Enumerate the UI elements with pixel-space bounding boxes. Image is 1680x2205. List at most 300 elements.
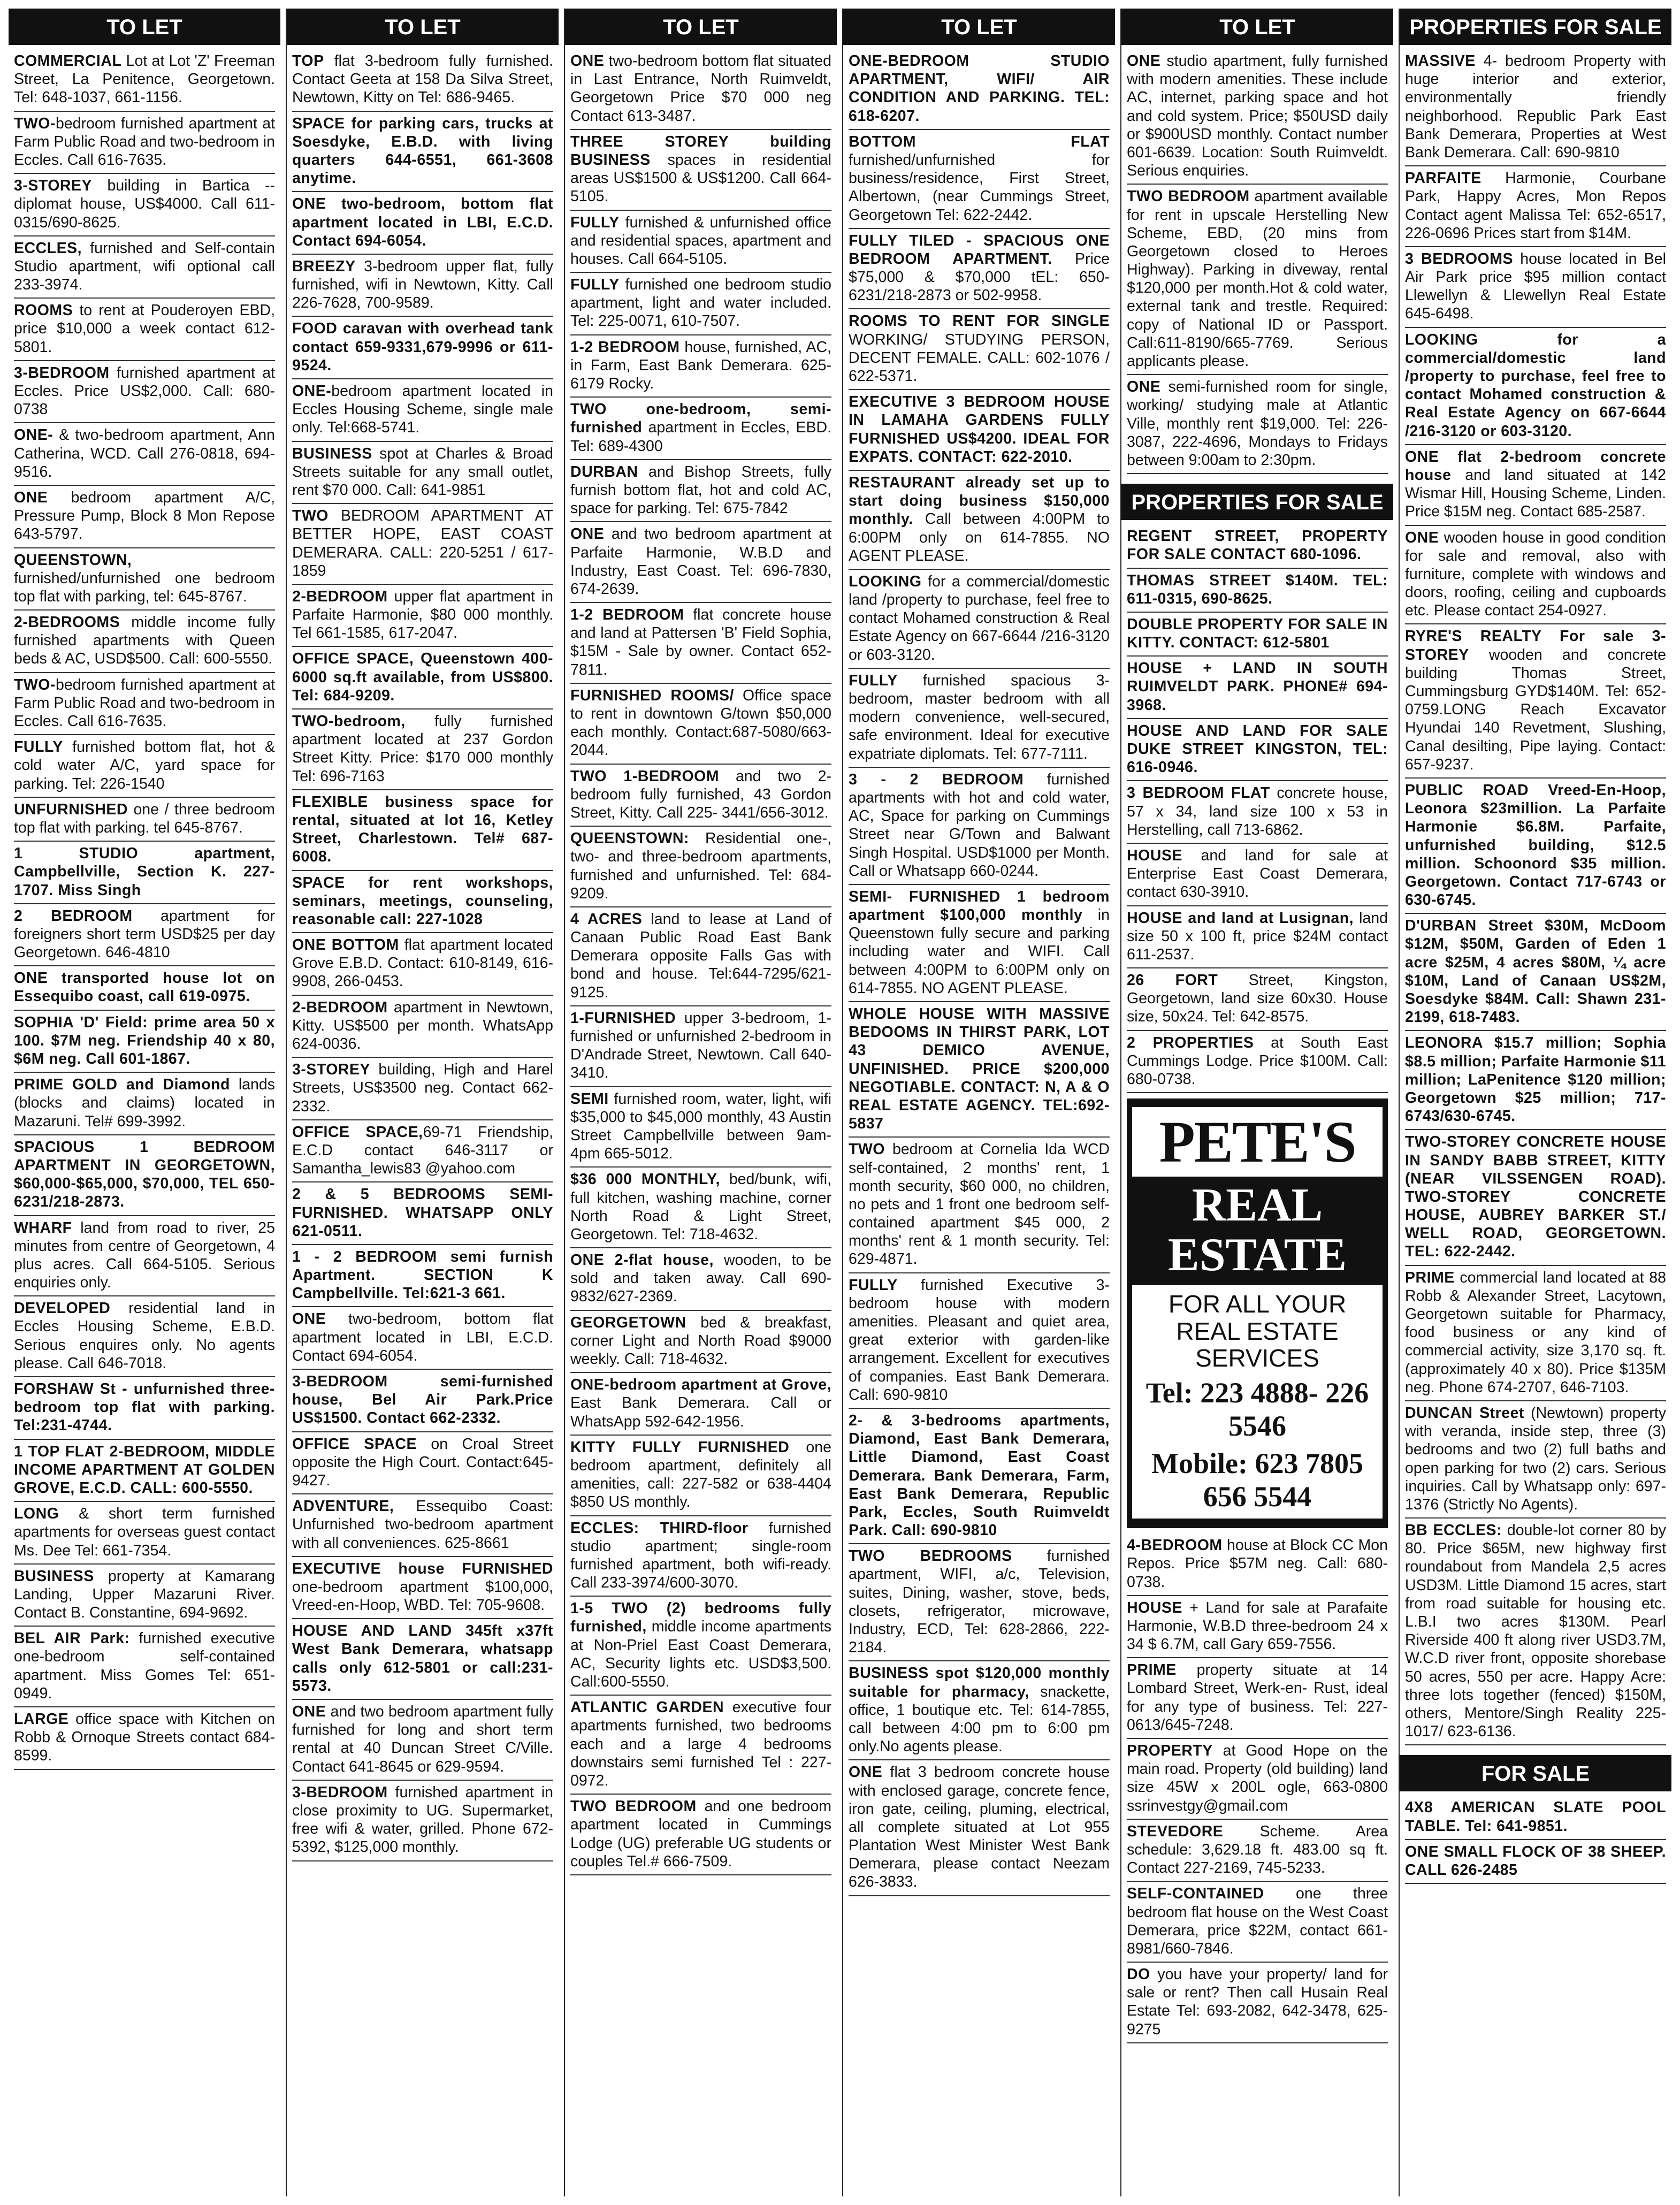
classified-ad (570, 827, 831, 907)
ad-lead: DUNCAN Street (1405, 1404, 1524, 1422)
ad-lead: TOP (292, 52, 324, 70)
ad-lead: 3 BEDROOM FLAT (1127, 784, 1270, 802)
ad-lead: TWO-bedroom, (292, 713, 406, 730)
classified-ad (570, 1795, 831, 1875)
ad-lead: 1 - 2 BEDROOM semi furnish Apartment. SECTION K Campbellville. Tel:621-3 661. (292, 1248, 553, 1302)
classified-ad (849, 390, 1110, 471)
ad-text: fully furnished apartment located at 237 Gordon Street Kitty. Price: $170 000 monthly Tel: 696-7163 (292, 713, 553, 785)
classified-ad (14, 486, 275, 548)
column-2 (286, 9, 559, 2196)
ad-text: flat 3 bedroom concrete house with enclosed garage, concrete fence, iron gate, ceiling, pluming, electrical, all complete situated at Lot 955 Plantation West Minister West Bank Demerara, please contact Neezam 626-3833. (849, 1764, 1110, 1891)
ad-text: Scheme. Area schedule: 3,629.18 ft. 483.00 sq ft. Contact 227-2169, 745-5233. (1127, 1822, 1388, 1877)
column-4 (842, 9, 1115, 2196)
ad-lead: 1-FURNISHED (570, 1009, 676, 1027)
ad-text: you have your property/ land for sale or rent? Then call Husain Real Estate Tel: 693-2082, 642-3478, 625-9275 (1127, 1966, 1388, 2038)
ad-lead: 1-2 BEDROOM (570, 606, 684, 624)
classified-ad (292, 585, 553, 647)
ad-text: furnished and Self-contain Studio apartment, wifi optional call 233-3974. (14, 239, 275, 294)
ad-lead: KITTY FULLY FURNISHED (570, 1438, 790, 1456)
ad-lead: TWO (292, 507, 329, 525)
classified-ad (14, 798, 275, 842)
classified-ad (570, 211, 831, 273)
ad-text: furnished Executive 3- bedroom house with modern amenities. Pleasant and quiet area, great exterior with garden-like arrangement. Excellent for executives of companies. East Bank Demerara. Call: 690-9810 (849, 1276, 1110, 1403)
ad-lead: ECCLES, (14, 239, 82, 257)
ad-lead: LONG (14, 1505, 59, 1523)
ad-text: and land for sale at Enterprise East Coast Demerara, contact 630-3910. (1127, 846, 1388, 901)
ad-lead: ONE (14, 489, 48, 506)
section-header: TO LET (1121, 9, 1393, 45)
ad-lead: $36 000 MONTHLY, (570, 1171, 720, 1188)
ad-lead: EXECUTIVE 3 BEDROOM HOUSE IN LAMAHA GARDENS FULLY FURNISHED US$4200. IDEAL FOR EXPATS. CONTACT: 622-2010. (849, 393, 1110, 466)
ad-text: building, High and Harel Streets, US$3500 neg. Contact 662-2332. (292, 1061, 553, 1115)
classified-ad (570, 130, 831, 211)
ad-text: furnished one bedroom studio apartment, light and water included. Tel: 225-0071, 610-7507. (570, 276, 831, 330)
column-5 (1120, 9, 1393, 2196)
ad-text: (Newtown) property with veranda, inside step, three (3) bedrooms and two (2) full baths and open parking for two (2) cars. Serious inquiries. Call by Whatsapp only: 697-1376 (Strictly No Agents). (1405, 1404, 1666, 1513)
ad-text: wooden, to be sold and taken away. Call 690-9832/627-2369. (570, 1252, 831, 1306)
classified-ad (1127, 1533, 1388, 1596)
ad-text: bed & breakfast, corner Light and North Road $9000 weekly. Call: 718-4632. (570, 1314, 831, 1368)
section-header: PROPERTIES FOR SALE (1121, 484, 1393, 520)
classified-ad (14, 735, 275, 798)
ad-lead: TWO BEDROOM (1127, 188, 1250, 205)
ad-lead: 2-BEDROOM (292, 998, 388, 1016)
ad-lead: TWO- (14, 676, 56, 693)
classified-ad (292, 1432, 553, 1495)
classified-ad (849, 885, 1110, 1002)
section-header: TO LET (565, 9, 837, 45)
classified-ad (1405, 1796, 1666, 1840)
ad-text: apartment for foreigners short term USD$25 per day Georgetown. 646-4810 (14, 907, 275, 962)
ad-lead: THOMAS STREET $140M. TEL: 611-0315, 690-8625. (1127, 571, 1388, 607)
classified-ad (1405, 914, 1666, 1031)
ad-lead: FORSHAW St - unfurnished three-bedroom top flat with parking. Tel:231-4744. (14, 1380, 275, 1435)
ad-text: 69-71 Friendship, E.C.D contact 646-3117 or Samantha_lewis83 @yahoo.com (292, 1123, 553, 1178)
ad-lead: HOUSE (1127, 1599, 1182, 1616)
classified-ad (1127, 719, 1388, 782)
classified-ad (14, 299, 275, 361)
classified-ad (14, 1502, 275, 1565)
classified-ad (1127, 524, 1388, 568)
ad-lead: FULLY (570, 276, 620, 294)
classified-ad (1405, 1519, 1666, 1745)
ad-text: apartment available for rent in upscale Herstelling New Scheme, EBD, (20 mins from Georgetown closed to Heroes Highway). Parking in diveway, rental $120,000 per month.Hot & cold water, external tank and trestle. Required: copy of National ID or Passport. Call:611-8190/665-7769. Serious applicants please. (1127, 188, 1388, 370)
ad-lead: 2-BEDROOM (292, 588, 388, 605)
ad-lead: WHARF (14, 1219, 72, 1237)
classified-ad (14, 1073, 275, 1135)
ad-text: apartment in Newtown, Kitty. US$500 per month. WhatsApp 624-0036. (292, 998, 553, 1052)
ad-lead: WHOLE HOUSE WITH MASSIVE BEDOOMS IN THIRST PARK, LOT 43 DEMICO AVENUE, UNFINISHED. PRICE $200,000 NEGOTIABLE. CONTACT: N, A & O REAL ESTATE AGENCY. TEL:692-5837 (849, 1005, 1110, 1133)
ad-lead: FULLY (849, 1276, 898, 1294)
ad-lead: HOUSE AND LAND 345ft x37ft West Bank Demerara, whatsapp calls only 612-5801 or call:231-5573. (292, 1622, 553, 1695)
classified-ad (292, 790, 553, 871)
classified-ad (292, 1557, 553, 1620)
classified-ad (1405, 247, 1666, 328)
ad-text: wooden and concrete building Thomas Street, Cummingsburg GYD$140M. Tel: 652-0759.LONG Reach Excavator Hyundai 140 Revetment, Slushing, Canal desilting, Pipe laying. Contact: 657-9237. (1405, 646, 1666, 773)
ad-text: land to lease at Land of Canaan Public Road East Bank Demerara opposite Falls Gas with bond and house. Tel:644-7295/621-9125. (570, 910, 831, 1001)
ad-text: bedroom furnished apartment at Farm Public Road and two-bedroom in Eccles. Call 616-7635. (14, 676, 275, 730)
ad-text: double-lot corner 80 by 80. Price $65M, new highway first roundabout from Mandela 2,5 acres USD3M. Little Diamond 15 acres, start from road suitable for housing etc. L.B.I two acres $130M. Pearl Riverside 400 ft along river USD3.7M, W.C.D river front, opposite shorebase 50 acres, 550 per acre. Happy Acre: three lots together (fenced) $150M, others, Mentore/Singh Reality 225-1017/ 623-6136. (1405, 1522, 1666, 1741)
ad-lead: 3-BEDROOM (292, 1783, 388, 1801)
classified-ad (14, 236, 275, 299)
classified-ad (1405, 328, 1666, 445)
ad-text: 4- bedroom Property with huge interior and exterior, environmentally friendly neighborhood. Republic Park East Bank Demerara, Properties at West Bank Demerara. Call: 690-9810 (1405, 52, 1666, 161)
ad-text: furnished & unfurnished office and residential spaces, apartment and houses. Call 664-5105. (570, 213, 831, 268)
ad-text: furnished apartment at Eccles. Price US$2,000. Call: 680-0738 (14, 364, 275, 418)
ad-lead: SPACIOUS 1 BEDROOM APARTMENT IN GEORGETOWN, $60,000-$65,000, $70,000, TEL 650-6231/218-2873. (14, 1138, 275, 1211)
classified-ad (14, 49, 275, 112)
classified-ad (570, 273, 831, 335)
classified-ad (570, 907, 831, 1006)
ad-lead: ONE (1127, 378, 1161, 396)
ad-text: wooden house in good condition for sale and removal, also with furniture, complete with windows and doors, roofing, ceiling and cupboards etc. Please contact 254-0927. (1405, 529, 1666, 620)
ad-lead: STEVEDORE (1127, 1822, 1224, 1840)
ad-lead: 1-2 BEDROOM (570, 338, 680, 356)
logo-name: PETE'S (1132, 1107, 1383, 1177)
ad-text: two-bedroom, bottom flat apartment located in LBI, E.C.D. Contact 694-6054. (292, 1310, 553, 1364)
section-header: TO LET (9, 9, 280, 45)
ad-lead: GEORGETOWN (570, 1314, 686, 1331)
classified-ad (292, 933, 553, 996)
ad-lead: COMMERCIAL (14, 52, 122, 70)
ad-text: furnished/unfurnished for business/residence, First Street, Albertown, (near Cummings Street, Georgetown Tel: 622-2442. (849, 151, 1110, 224)
ad-text: to rent at Pouderoyen EBD, price $10,000 a week contact 612-5801. (14, 302, 275, 356)
ad-lead: HOUSE + LAND IN SOUTH RUIMVELDT PARK. PHONE# 694-3968. (1127, 660, 1388, 714)
classified-ad (570, 1436, 831, 1516)
ad-text: furnished bottom flat, hot & cold water A/C, yard space for parking. Tel: 226-1540 (14, 738, 275, 792)
ad-text: flat concrete house and land at Pattersen 'B' Field Sophia, $15M - Sale by owner. Contact 652-7811. (570, 606, 831, 678)
ad-lead: DEVELOPED (14, 1300, 111, 1317)
classified-ad (292, 192, 553, 255)
ad-text: at Good Hope on the main road. Property (old building) land size 45W x 200L ogle, 663-0800 ssrinvestgy@gmail.com (1127, 1742, 1388, 1814)
classified-ad (570, 1248, 831, 1311)
classified-ad (849, 1002, 1110, 1138)
classified-ad (570, 1087, 831, 1168)
ad-lead: TWO (849, 1141, 885, 1158)
ad-lead: DURBAN (570, 463, 638, 480)
classified-ad (1127, 375, 1388, 474)
ad-lead: 4X8 AMERICAN SLATE POOL TABLE. Tel: 641-9851. (1405, 1799, 1666, 1835)
classified-ad (292, 255, 553, 317)
ad-text: & short term furnished apartments for overseas guest contact Ms. Dee Tel: 661-7354. (14, 1505, 275, 1559)
ad-text: lands (blocks and claims) located in Mazaruni. Tel# 699-3992. (14, 1076, 275, 1130)
ad-lead: 2 PROPERTIES (1127, 1034, 1254, 1051)
ad-lead: TWO BEDROOMS (849, 1547, 1012, 1565)
classified-ad (1405, 1266, 1666, 1401)
ad-lead: HOUSE and land at Lusignan, (1127, 909, 1354, 927)
ad-text: and Bishop Streets, fully furnish bottom flat, hot and cold AC, space for parking. Tel: 675-7842 (570, 463, 831, 517)
ad-lead: ONE-BEDROOM STUDIO APARTMENT, WIFI/ AIR CONDITION AND PARKING. TEL: 618-6207. (849, 52, 1110, 125)
ad-lead: 1-5 TWO (2) bedrooms fully furnished, (570, 1600, 831, 1636)
ad-lead: 3 - 2 BEDROOM (849, 770, 1024, 788)
ad-lead: ONE BOTTOM (292, 936, 399, 954)
ad-lead: FULLY TILED - SPACIOUS ONE BEDROOM APARTMENT. (849, 232, 1110, 268)
ad-lead: OFFICE SPACE, (292, 1123, 423, 1141)
classified-ad (1127, 781, 1388, 844)
classified-ad (570, 765, 831, 827)
ad-lead: SOPHIA 'D' Field: prime area 50 x 100. $7M neg. Friendship 40 x 80, $6M neg. Call 601-1867. (14, 1013, 275, 1067)
ad-lead: 1 TOP FLAT 2-BEDROOM, MIDDLE INCOME APARTMENT AT GOLDEN GROVE, E.C.D. CALL: 600-5550. (14, 1443, 275, 1497)
section-header: FOR SALE (1400, 1755, 1671, 1791)
ad-lead: 4-BEDROOM (1127, 1537, 1223, 1554)
ad-lead: 26 FORT (1127, 972, 1218, 989)
ad-lead: FULLY (14, 738, 63, 756)
ad-text: 3-bedroom upper flat, fully furnished, wifi in Newtown, Kitty. Call 226-7628, 700-9589. (292, 257, 553, 312)
ad-lead: ONE (292, 1703, 326, 1720)
ad-text: and one bedroom apartment located in Cummings Lodge (UG) preferable UG students or couples Tel.# 666-7509. (570, 1798, 831, 1870)
ad-text: furnished studio apartment; single-room furnished apartment, both wifi-ready. Call 233-3974/600-3070. (570, 1519, 831, 1592)
ad-text: property situate at 14 Lombard Street, Werk-en- Rust, ideal for any type of business. Tel: 227-0613/645-7248. (1127, 1661, 1388, 1734)
classified-ad (14, 1216, 275, 1297)
ad-lead: 4 ACRES (570, 910, 643, 928)
classified-ad (1405, 1130, 1666, 1265)
ad-lead: QUEENSTOWN, (14, 551, 132, 569)
classified-ad (570, 1373, 831, 1436)
ad-lead: 2 & 5 BEDROOMS SEMI-FURNISHED. WHATSAPP ONLY 621-0511. (292, 1186, 553, 1240)
ad-lead: FOOD caravan with overhead tank contact 659-9331,679-9996 or 611-9524. (292, 320, 553, 374)
ad-lead: SEMI (570, 1090, 609, 1108)
ad-text: BEDROOM APARTMENT AT BETTER HOPE, EAST COAST DEMERARA. CALL: 220-5251 / 617-1859 (292, 507, 553, 579)
ad-lead: BEL AIR Park: (14, 1630, 130, 1647)
ad-text: Call between 4:00PM to 6:00PM only on 614-7855. NO AGENT PLEASE. (849, 510, 1110, 564)
ad-lead: TWO one-bedroom, semi-furnished (570, 401, 831, 437)
section-header: TO LET (287, 9, 559, 45)
classified-ad (1405, 49, 1666, 166)
ad-text: bedroom furnished apartment at Farm Public Road and two-bedroom in Eccles. Call 616-7635. (14, 115, 275, 169)
classified-ad (292, 1700, 553, 1781)
ad-text: and two bedroom apartment fully furnished for long and short term rental at 40 Duncan Street C/Ville. Contact 641-8645 or 629-9594. (292, 1703, 553, 1775)
classified-ad (292, 1781, 553, 1861)
ad-lead: ONE two-bedroom, bottom flat apartment located in LBI, E.C.D. Contact 694-6054. (292, 195, 553, 249)
classified-ad (292, 1619, 553, 1700)
ad-text: one bedroom apartment, definitely all amenities, call: 227-582 or 638-4404 $850 US monthly. (570, 1438, 831, 1511)
ad-lead: ECCLES: THIRD-floor (570, 1519, 749, 1537)
classified-ad (849, 471, 1110, 570)
classified-ad (14, 1440, 275, 1502)
ad-text: house located in Bel Air Park price $95 million contact Llewellyn & Llewellyn Real Estate 645-6498. (1405, 250, 1666, 323)
logo-tagline: FOR ALL YOUR REAL ESTATE SERVICES (1168, 1290, 1347, 1372)
ad-lead: ONE- (292, 383, 332, 400)
ad-text: property at Kamarang Landing, Upper Mazaruni River. Contact B. Constantine, 694-9692. (14, 1567, 275, 1622)
classified-ad (292, 1245, 553, 1308)
classified-ad (14, 1627, 275, 1707)
ad-text: East Bank Demerara. Call or WhatsApp 592-642-1956. (570, 1394, 831, 1430)
ad-lead: MASSIVE (1405, 52, 1476, 70)
ad-lead: BUSINESS spot $120,000 monthly suitable for pharmacy, (849, 1665, 1110, 1700)
ad-lead: PUBLIC ROAD Vreed-En-Hoop, Leonora $23million. La Parfaite Harmonie $6.8M. Parfaite, unfurnished building, $12.5 million. Schoonord $35 million. Georgetown. Contact 717-6743 or 630-6745. (1405, 781, 1666, 909)
classified-ad (570, 1168, 831, 1248)
ad-lead: OFFICE SPACE, Queenstown 400-6000 sq.ft available, from US$800. Tel: 684-9209. (292, 650, 553, 704)
classified-ad (849, 49, 1110, 130)
classified-ad (14, 174, 275, 236)
classified-ad (570, 49, 831, 130)
classified-ad (292, 709, 553, 790)
classified-ad (849, 768, 1110, 885)
classified-ad (14, 1296, 275, 1377)
ad-text: residential land in Eccles Housing Scheme, E.B.D. Serious enquires only. No agents please. Call 646-7018. (14, 1300, 275, 1372)
ad-text: bedroom apartment located in Eccles Housing Scheme, single male only. Tel:668-5741. (292, 383, 553, 437)
ad-text: studio apartment, fully furnished with modern amenities. These include AC, internet, parking space and hot and cold system. Price; $50USD daily or $900USD monthly. Contact number 601-6639. Location: South Ruimveldt. Serious enquiries. (1127, 52, 1388, 180)
classified-ad (570, 1516, 831, 1597)
ad-lead: LARGE (14, 1711, 69, 1728)
ad-text: furnished apartments with hot and cold water, AC, Space for parking on Cummings Street near G/Town and Balwant Singh Hospital. USD$1000 per Month. Call or Whatsapp 660-0244. (849, 770, 1110, 880)
ad-lead: REGENT STREET, PROPERTY FOR SALE CONTACT 680-1096. (1127, 528, 1388, 563)
classified-ad (292, 112, 553, 193)
classified-ad (14, 1707, 275, 1770)
ad-lead: FULLY (570, 213, 620, 231)
ad-lead: ONE (570, 525, 605, 543)
ad-text: Price $75,000 & $70,000 tEL: 650-6231/218-2873 or 502-9958. (849, 250, 1110, 304)
ad-lead: ATLANTIC GARDEN (570, 1699, 724, 1716)
ad-lead: HOUSE (1127, 846, 1182, 864)
ad-text: Office space to rent in downtown G/town $50,000 each monthly. Contact:687-5080/663-2044. (570, 686, 831, 759)
classified-ad (570, 1696, 831, 1795)
classified-ad (1127, 1739, 1388, 1820)
ad-lead: 1 STUDIO apartment, Campbellville, Section K. 227-1707. Miss Singh (14, 845, 275, 899)
classified-ad (14, 1565, 275, 1627)
classified-ad (14, 548, 275, 611)
column-1 (9, 9, 280, 2196)
ad-text: middle income fully furnished apartments with Queen beds & AC, USD$500. Call: 600-5550. (14, 614, 275, 668)
ad-text: on Croal Street opposite the High Court. Contact:645-9427. (292, 1435, 553, 1489)
ad-text: Essequibo Coast: Unfurnished two-bedroom apartment with all conveniences. 625-8661 (292, 1498, 553, 1552)
ad-lead: BREEZY (292, 257, 356, 275)
classified-ad (1405, 1031, 1666, 1130)
section-header: PROPERTIES FOR SALE (1400, 9, 1671, 45)
classified-ad (14, 112, 275, 174)
classified-ad (849, 1138, 1110, 1273)
classified-ad (1127, 1658, 1388, 1739)
ad-lead: HOUSE AND LAND FOR SALE DUKE STREET KINGSTON, TEL: 616-0946. (1127, 722, 1388, 776)
classified-ad (292, 317, 553, 379)
ad-text: one three bedroom flat house on the West Coast Demerara, price $22M, contact 661-8981/660-7846. (1127, 1885, 1388, 1957)
classified-ad (1405, 624, 1666, 779)
ad-text: upper flat apartment in Parfaite Harmonie, $80 000 monthly. Tel 661-1585, 617-2047. (292, 588, 553, 642)
classified-ad (1127, 49, 1388, 185)
ad-lead: ONE- (14, 426, 54, 444)
classified-ad (1405, 779, 1666, 914)
ad-lead: 3-BEDROOM (14, 364, 110, 382)
classified-ad (14, 611, 275, 673)
ad-text: commercial land located at 88 Robb & Alexander Street, Lacytown, Georgetown suitable for Pharmacy, food business or any kind of commercial activity, size 3,170 sq. ft. (approximately 40 x 80). Price $135M neg. Phone 674-2707, 646-7103. (1405, 1269, 1666, 1396)
classified-ad (1405, 1840, 1666, 1884)
ad-lead: SEMI- FURNISHED 1 bedroom apartment $100,000 monthly (849, 888, 1110, 924)
ad-text: and two 2-bedroom fully furnished, 43 Gordon Street, Kitty. Call 225- 3441/656-3012. (570, 767, 832, 821)
classified-ad (292, 871, 553, 934)
classified-ad (292, 1058, 553, 1120)
classified-ad (14, 1011, 275, 1073)
logo-contact-box (1132, 1285, 1383, 1519)
classified-ad (849, 229, 1110, 310)
ad-text: one / three bedroom top flat with parking. tel 645-8767. (14, 800, 275, 836)
classified-ad (14, 966, 275, 1010)
ad-text: executive four apartments furnished, two bedrooms each and a large 4 bedrooms downstairs semi furnished Tel : 227-0972. (570, 1699, 831, 1789)
classified-ad (14, 1135, 275, 1216)
classified-ad (849, 130, 1110, 229)
classified-ad (849, 1273, 1110, 1409)
ad-text: furnished apartment, WIFI, a/c, Television, suites, Dining, washer, stove, beds, closets, refrigerator, microwave, Industry, ECD, Tel: 628-2866, 222-2184. (849, 1547, 1110, 1657)
ad-lead: SPACE for parking cars, trucks at Soesdyke, E.B.D. with living quarters 644-6551, 661-3608 anytime. (292, 115, 553, 187)
ad-lead: BOTTOM FLAT (849, 133, 1110, 150)
classified-ad (1127, 968, 1388, 1031)
column-3 (564, 9, 837, 2196)
logo-tel: Tel: 223 4888- 226 5546 (1146, 1376, 1369, 1442)
classified-ad (849, 570, 1110, 669)
classified-ad (1405, 1401, 1666, 1519)
ad-lead: UNFURNISHED (14, 800, 128, 818)
classified-ad (1127, 1031, 1388, 1094)
ad-lead: PARFAITE (1405, 170, 1482, 187)
ad-text: for a commercial/domestic land /property to purchase, feel free to contact Mohamed construction & Real Estate Agency on 667-6644 /216-3120 or 603-3120. (849, 573, 1110, 663)
ad-lead: ONE (570, 52, 605, 70)
ad-text: + Land for sale at Parafaite Harmonie, W.B.D three-bedroom 24 x 34 $ 6.7M, call Gary 659-7556. (1127, 1599, 1388, 1653)
ad-lead: OFFICE SPACE (292, 1435, 417, 1453)
classified-ad (570, 398, 831, 460)
ad-lead: 2-BEDROOMS (14, 614, 120, 631)
ad-lead: PRIME (1405, 1269, 1455, 1286)
ad-lead: ONE (849, 1764, 883, 1781)
ad-lead: SELF-CONTAINED (1127, 1885, 1264, 1903)
classified-ad (292, 1494, 553, 1557)
ad-lead: TWO 1-BEDROOM (570, 767, 720, 785)
ad-lead: ONE (292, 1310, 326, 1328)
ad-lead: 3-BEDROOM semi-furnished house, Bel Air Park.Price US$1500. Contact 662-2332. (292, 1373, 553, 1427)
ad-text: in Queenstown fully secure and parking including water and WIFI. Call between 4:00PM to 6:00PM only on 614-7855. NO AGENT PLEASE. (849, 906, 1110, 997)
ad-text: bedroom apartment A/C, Pressure Pump, Block 8 Mon Repose 643-5797. (14, 489, 275, 543)
classified-ad (849, 1661, 1110, 1760)
classified-ad (1127, 185, 1388, 375)
ad-lead: ONE (1127, 52, 1161, 70)
ad-lead: ONE flat 2-bedroom concrete house (1405, 448, 1666, 484)
ad-text: Street, Kingston, Georgetown, land size 60x30. House size, 50x24. Tel: 642-8575. (1127, 972, 1388, 1026)
classified-ad (1127, 1596, 1388, 1659)
logo-title: REAL ESTATE (1167, 1179, 1347, 1281)
ad-lead: ROOMS TO RENT FOR SINGLE (849, 312, 1110, 330)
classified-ad (14, 361, 275, 424)
classified-ad (14, 673, 275, 736)
classified-ad (14, 1377, 275, 1440)
classified-ad (849, 669, 1110, 768)
ad-text: furnished spacious 3-bedroom, master bedroom with all modern convenience, well-secured, safe environment. Ideal for executive expatriate diplomats. Tel: 677-7111. (849, 672, 1110, 762)
ad-text: snackette, office, 1 boutique etc. Tel: 614-7855, call between 4:00 pm to 6:00 pm only.No agents please. (849, 1683, 1110, 1756)
classified-ad (1127, 613, 1388, 657)
ad-text: two-bedroom bottom flat situated in Last Entrance, North Ruimveldt, Georgetown Price $70 000 neg Contact 613-3487. (570, 52, 831, 125)
ad-text: at South East Cummings Lodge. Price $100M. Call: 680-0738. (1127, 1034, 1388, 1088)
classified-ad (292, 996, 553, 1058)
ad-lead: TWO- (14, 115, 56, 132)
ad-text: bedroom at Cornelia Ida WCD self-contained, 2 months' rent, 1 month security, $60 000, no children, no pets and 1 front one bedroom self-contained apartment $45 000, 2 months' rent & 1 month security. Tel: 629-4871. (849, 1141, 1110, 1268)
ad-lead: FULLY (849, 672, 898, 689)
ad-lead: DO (1127, 1966, 1150, 1983)
ad-lead: FURNISHED ROOMS/ (570, 686, 734, 704)
ad-lead: THREE STOREY building BUSINESS (570, 133, 831, 169)
classified-ad (849, 1409, 1110, 1544)
ad-lead: SPACE for rent workshops, seminars, meetings, counseling, reasonable call: 227-1028 (292, 874, 553, 928)
ad-text: & two-bedroom apartment, Ann Catherina, WCD. Call 276-0818, 694-9516. (14, 426, 275, 480)
classified-ad (292, 442, 553, 505)
ad-text: land size 50 x 100 ft, price $24M contact 611-2537. (1127, 909, 1388, 963)
petes-real-estate-logo (1127, 1098, 1388, 1528)
ad-lead: LOOKING for a commercial/domestic land /property to purchase, feel free to contact Mohamed construction & Real Estate Agency on 667-6644 /216-3120 or 603-3120. (1405, 331, 1666, 440)
ad-text: furnished executive one-bedroom self-contained apartment. Miss Gomes Tel: 651-0949. (14, 1630, 275, 1702)
ad-lead: LEONORA $15.7 million; Sophia $8.5 million; Parfaite Harmonie $11 million; LaPenitence $120 million; Georgetown $25 million; 717-6743/630-6745. (1405, 1034, 1666, 1125)
ad-text: and land situated at 142 Wismar Hill, Housing Scheme, Linden. Price $15M neg. Contact 685-2587. (1405, 466, 1666, 521)
ad-text: flat 3-bedroom fully furnished. Contact Geeta at 158 Da Silva Street, Newtown, Kitty on Tel: 686-9465. (292, 52, 553, 106)
classified-ad (1127, 1820, 1388, 1882)
ad-text: house at Block CC Mon Repos. Price $57M neg. Call: 680-0738. (1127, 1537, 1388, 1591)
ad-lead: RYRE'S REALTY For sale 3-STOREY (1405, 628, 1666, 663)
classified-ad (292, 647, 553, 709)
